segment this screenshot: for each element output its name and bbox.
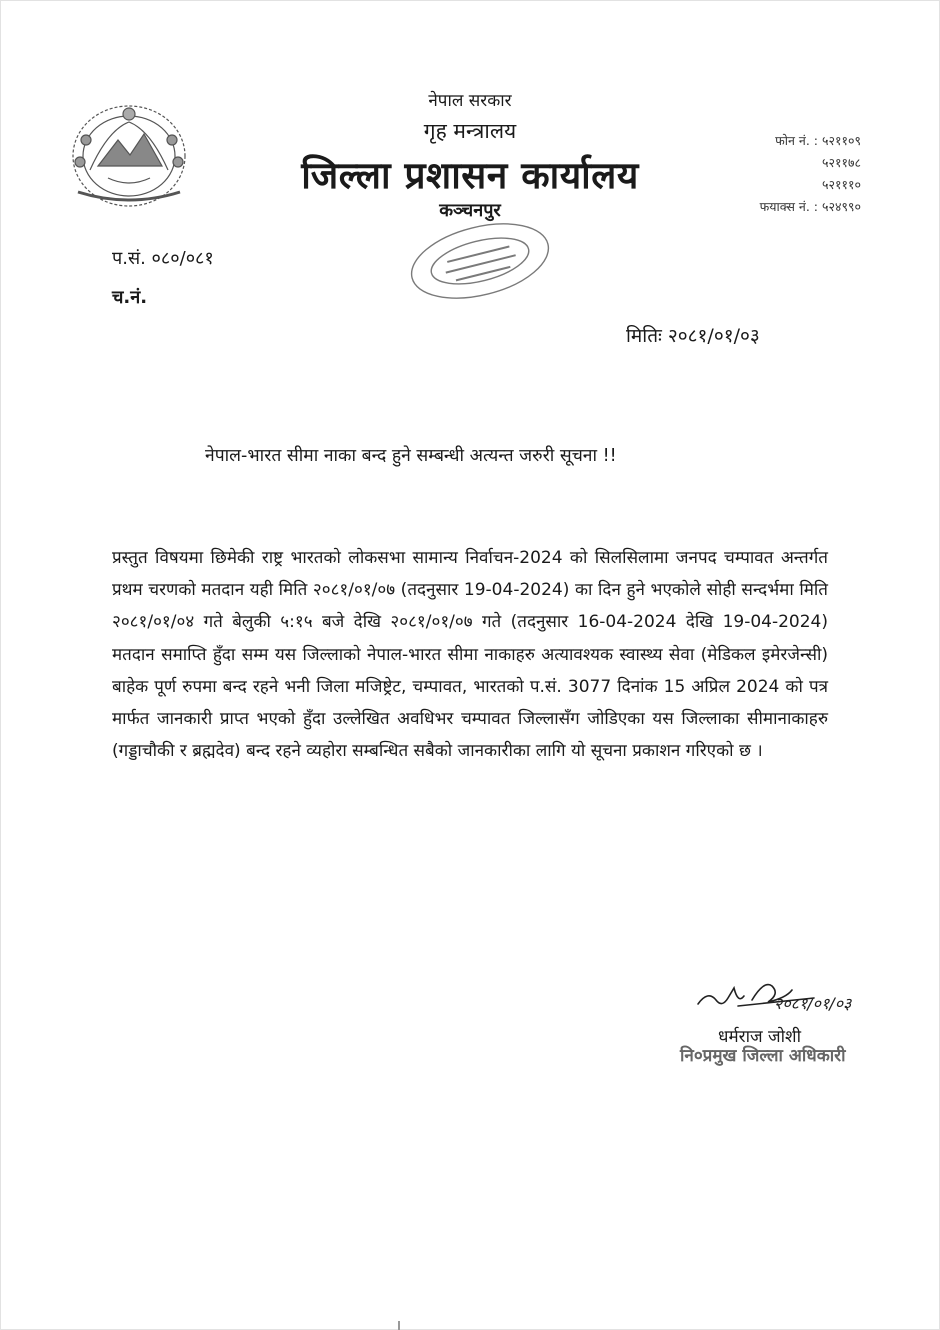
office-title: जिल्ला प्रशासन कार्यालय [301,154,639,197]
nepal-coat-of-arms-icon [68,100,190,212]
contact-value: ५२४९९० [822,199,862,214]
reference-number: प.सं. ०८०/०८१ [112,248,214,269]
signer-name: धर्मराज जोशी [718,1027,801,1047]
signer-title: नि०प्रमुख जिल्ला अधिकारी [680,1046,846,1066]
contact-row [740,152,892,174]
contact-value: ५२११०९ [822,133,862,148]
contact-block [740,130,892,218]
letter-date: मितिः २०८१/०१/०३ [626,325,760,347]
contact-value: ५२११७८ [822,155,862,170]
contact-value: ५२१११० [822,177,862,192]
contact-label: फोन नं. : [775,133,818,148]
contact-row [740,196,892,218]
signature-date: २०८१/०१/०३ [774,994,852,1013]
contact-row [740,130,892,152]
office-seal-stamp-icon [400,218,560,304]
contact-label: फयाक्स नं. : [759,199,818,214]
contact-label [740,174,822,196]
subject-line: नेपाल-भारत सीमा नाका बन्द हुने सम्बन्धी अत्यन्त जरुरी सूचना !! [205,446,617,466]
contact-label [740,152,822,174]
district-name: कञ्चनपुर [439,200,501,221]
notice-body: प्रस्तुत विषयमा छिमेकी राष्ट्र भारतको लोकसभा सामान्य निर्वाचन-2024 को सिलसिलामा जनपद चम्पावत अन्तर्गत प्रथम चरणको मतदान यही मिति २०८१/०१/०७ (तदनुसार 19-04-2024) का दिन हुने भएकोले सोही सन्दर्भमा मिति २०८१/०१/०४ गते बेलुकी ५:१५ बजे देखि २०८१/०१/०७ गते (तदनुसार 16-04-2024 देखि 19-04-2024) मतदान समाप्ति हुँदा सम्म यस जिल्लाको नेपाल-भारत सीमा नाकाहरु अत्यावश्यक स्वास्थ्य सेवा (मेडिकल इमेरजेन्सी) बाहेक पूर्ण रुपमा बन्द रहने भनी जिला मजिष्ट्रेट, चम्पावत, भारतको प.सं. 3077 दिनांक 15 अप्रिल 2024 को पत्र मार्फत जानकारी प्राप्त भएको हुँदा उल्लेखित अवधिभर चम्पावत जिल्लासँग जोडिएका यस जिल्लाका सीमानाकाहरु (गड्डाचौकी र ब्रह्मदेव) बन्द रहने व्यहोरा सम्बन्धित सबैको जानकारीका लागि यो सूचना प्रकाशन गरिएको छ । [112,548,828,762]
ministry-name: गृह मन्त्रालय [423,119,517,143]
contact-row [740,174,892,196]
government-name: नेपाल सरकार [428,91,512,111]
dispatch-number: च.नं. [112,287,148,308]
page-mark [398,1321,400,1330]
